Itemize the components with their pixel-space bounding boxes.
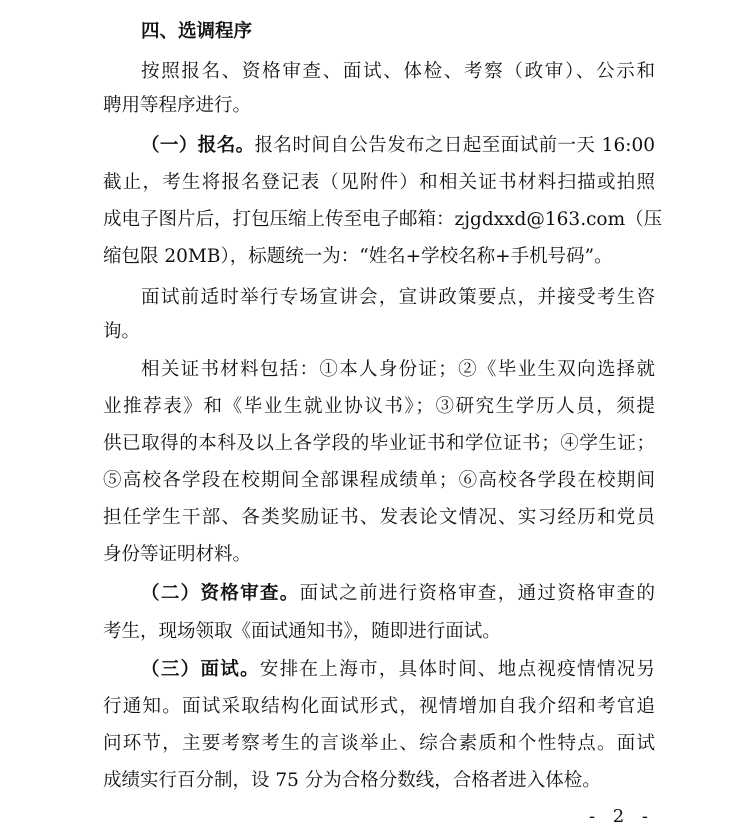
s1-line-2: 截止，考生将报名登记表（见附件）和相关证书材料扫描或拍照 [103,172,655,193]
para2-line-2: 询。 [103,321,141,342]
s1-first-line [141,131,655,161]
s1-label: （一）报名。 [141,135,255,156]
s1-text: 报名时间自公告发布之日起至面试前一天 16:00 [254,135,655,156]
s2-text: 面试之前进行资格审查，通过资格审查的 [299,583,655,604]
para3-line-1: 相关证书材料包括：①本人身份证；②《毕业生双向选择就 [141,359,655,380]
s1-line-4: 缩包限 20MB），标题统一为：“姓名+学校名称+手机号码”。 [103,246,613,267]
para3-line-4: ⑤高校各学段在校期间全部课程成绩单；⑥高校各学段在校期间 [103,470,655,491]
s3-first-line [141,655,655,685]
para3-line-2: 业推荐表》和《毕业生就业协议书》；③研究生学历人员，须提 [103,396,655,417]
s2-first-line [141,579,655,609]
s1-line-3: 成电子图片后，打包压缩上传至电子邮箱：zjgdxxd@163.com（压 [103,209,663,230]
section-heading: 四、选调程序 [141,21,253,42]
para2-line-1: 面试前适时举行专场宣讲会，宣讲政策要点，并接受考生咨 [141,287,655,308]
intro-line-2: 聘用等程序进行。 [103,95,252,116]
s3-label: （三）面试。 [141,659,260,680]
intro-line-1: 按照报名、资格审查、面试、体检、考察（政审）、公示和 [141,61,655,82]
para3-line-6: 身份等证明材料。 [103,544,252,565]
s2-line-2: 考生，现场领取《面试通知书》，随即进行面试。 [103,621,501,642]
s3-line-4: 成绩实行百分制，设 75 分为合格分数线，合格者进入体检。 [103,770,601,791]
s3-line-3: 问环节，主要考察考生的言谈举止、综合素质和个性特点。面试 [103,733,655,754]
s3-line-2: 行通知。面试采取结构化面试形式，视情增加自我介绍和考官追 [103,696,655,717]
page-number: - 2 - [588,806,654,827]
para3-line-3: 供已取得的本科及以上各学段的毕业证书和学位证书；④学生证； [103,433,655,454]
para3-line-5: 担任学生干部、各类奖励证书、发表论文情况、实习经历和党员 [103,507,655,528]
s2-label: （二）资格审查。 [141,583,300,604]
s3-text: 安排在上海市，具体时间、地点视疫情情况另 [259,659,655,680]
